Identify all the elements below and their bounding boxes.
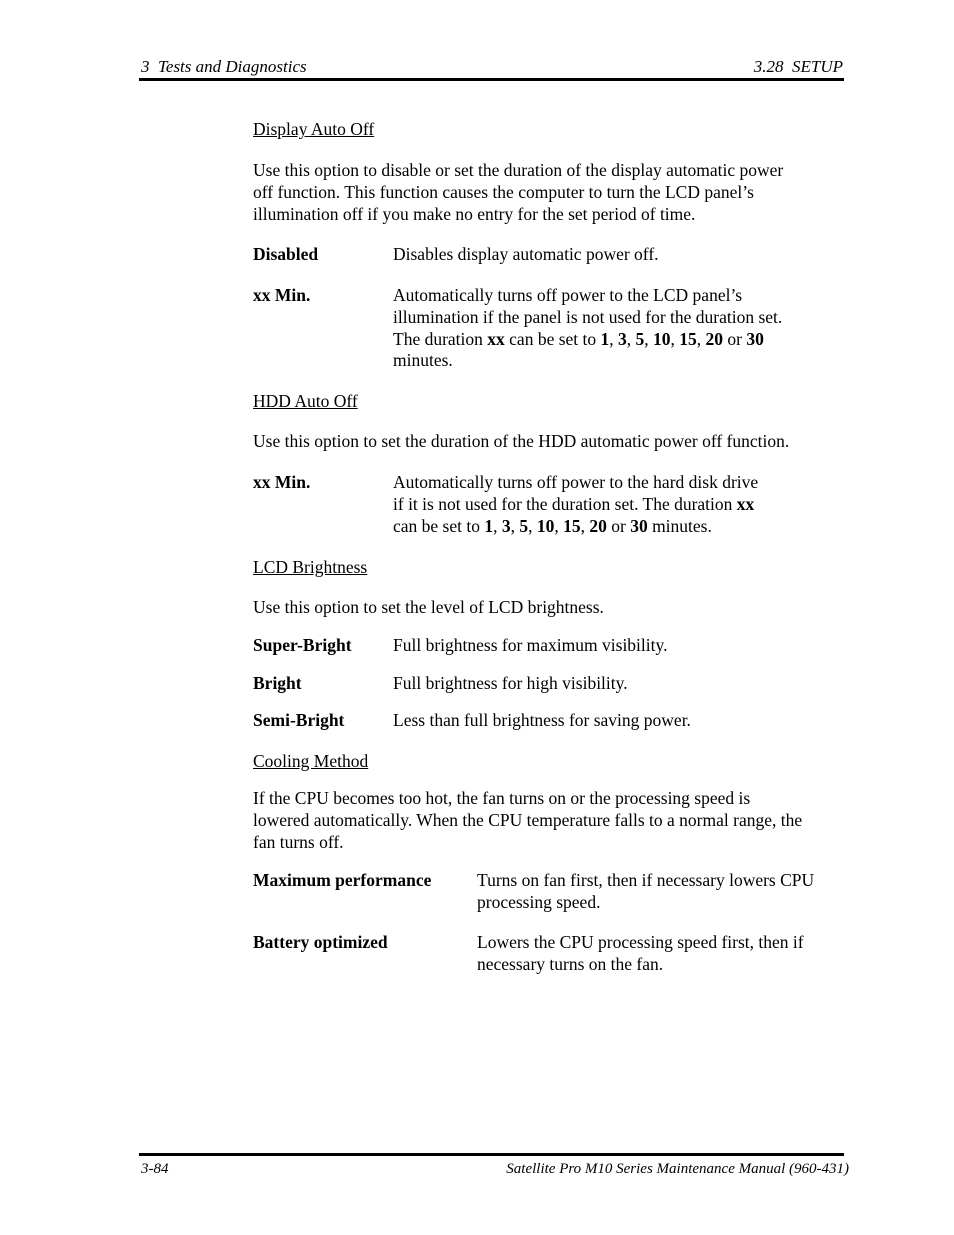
section-title-cooling-method: Cooling Method — [253, 751, 369, 771]
term-xx-min-hdd: xx Min. — [253, 472, 311, 492]
separator: , — [609, 328, 619, 349]
cooling-method-intro — [253, 788, 853, 853]
separator: , — [510, 515, 520, 536]
or-text: or — [606, 515, 631, 536]
text: can be set to — [504, 328, 601, 349]
term-maximum-performance: Maximum performance — [253, 870, 432, 890]
desc-line: Automatically turns off power to the hard disk drive — [393, 472, 759, 492]
value-30: 30 — [746, 328, 764, 349]
value-15: 15 — [563, 515, 581, 536]
or-text: or — [723, 328, 747, 349]
term-super-bright: Super-Bright — [253, 635, 352, 655]
desc-line: processing speed. — [477, 891, 601, 912]
value-20: 20 — [705, 328, 724, 349]
desc-maximum-performance — [477, 870, 845, 914]
value-1: 1 — [484, 515, 494, 536]
section-title-display-auto-off: Display Auto Off — [253, 119, 375, 139]
hdd-auto-off-intro: Use this option to set the duration of the HDD automatic power off function. — [253, 431, 790, 451]
value-10: 10 — [536, 515, 555, 536]
bold-xx: xx — [487, 328, 505, 349]
desc-line: Automatically turns off power to the LCD panel’s — [393, 285, 743, 305]
desc-xx-min-hdd — [393, 472, 843, 537]
intro-line: fan turns off. — [253, 831, 344, 852]
desc-xx-min-display — [393, 285, 843, 372]
separator: , — [528, 515, 537, 536]
footer-rule — [139, 1153, 844, 1156]
desc-semi-bright: Less than full brightness for saving power. — [393, 710, 691, 730]
desc-bright: Full brightness for high visibility. — [393, 673, 628, 693]
value-3: 3 — [501, 515, 511, 536]
desc-line: Turns on fan first, then if necessary lowers CPU — [477, 870, 815, 890]
desc-line — [393, 329, 843, 351]
value-15: 15 — [679, 328, 697, 349]
term-semi-bright: Semi-Bright — [253, 710, 345, 730]
intro-line: illumination off if you make no entry for the set period of time. — [253, 203, 696, 224]
text: The duration — [393, 328, 488, 349]
desc-line: necessary turns on the fan. — [477, 953, 664, 974]
desc-line: illumination if the panel is not used for the duration set. — [393, 306, 783, 327]
separator: , — [626, 328, 636, 349]
desc-line — [393, 494, 843, 516]
section-title-hdd-auto-off: HDD Auto Off — [253, 391, 358, 411]
display-auto-off-intro — [253, 160, 845, 225]
text: can be set to — [393, 515, 485, 536]
desc-line — [393, 516, 843, 538]
lcd-brightness-intro: Use this option to set the level of LCD brightness. — [253, 597, 604, 617]
bold-xx: xx — [736, 493, 755, 514]
term-xx-min-display: xx Min. — [253, 285, 311, 305]
value-5: 5 — [635, 328, 645, 349]
manual-title: Satellite Pro M10 Series Maintenance Manual (960-431) — [506, 1161, 849, 1177]
intro-line: Use this option to disable or set the duration of the display automatic power — [253, 160, 784, 180]
value-3: 3 — [618, 328, 627, 349]
separator: , — [696, 328, 706, 349]
separator: , — [670, 328, 680, 349]
section-title-lcd-brightness: LCD Brightness — [253, 557, 368, 577]
header-rule — [139, 78, 844, 81]
intro-line: off function. This function causes the computer to turn the LCD panel’s — [253, 181, 754, 202]
page-header-section: 3.28 SETUP — [753, 57, 843, 76]
value-30: 30 — [630, 515, 648, 536]
separator: , — [493, 515, 502, 536]
value-1: 1 — [600, 328, 610, 349]
desc-disabled: Disables display automatic power off. — [393, 244, 659, 264]
separator: , — [554, 515, 564, 536]
term-disabled: Disabled — [253, 244, 319, 264]
term-battery-optimized: Battery optimized — [253, 932, 388, 952]
page-header-chapter: 3 Tests and Diagnostics — [141, 57, 307, 76]
value-10: 10 — [653, 328, 671, 349]
desc-line: Lowers the CPU processing speed first, then if — [477, 932, 804, 952]
value-20: 20 — [589, 515, 607, 536]
intro-line: If the CPU becomes too hot, the fan turns on or the processing speed is — [253, 788, 751, 808]
term-bright: Bright — [253, 673, 302, 693]
intro-line: lowered automatically. When the CPU temperature falls to a normal range, the — [253, 809, 803, 830]
text: if it is not used for the duration set. The duration — [393, 493, 737, 514]
desc-super-bright: Full brightness for maximum visibility. — [393, 635, 668, 655]
desc-battery-optimized — [477, 932, 845, 976]
separator: , — [580, 515, 590, 536]
desc-line: minutes. — [393, 350, 453, 371]
value-5: 5 — [519, 515, 529, 536]
page-number: 3-84 — [141, 1161, 169, 1177]
separator: , — [644, 328, 654, 349]
text: minutes. — [647, 515, 712, 536]
